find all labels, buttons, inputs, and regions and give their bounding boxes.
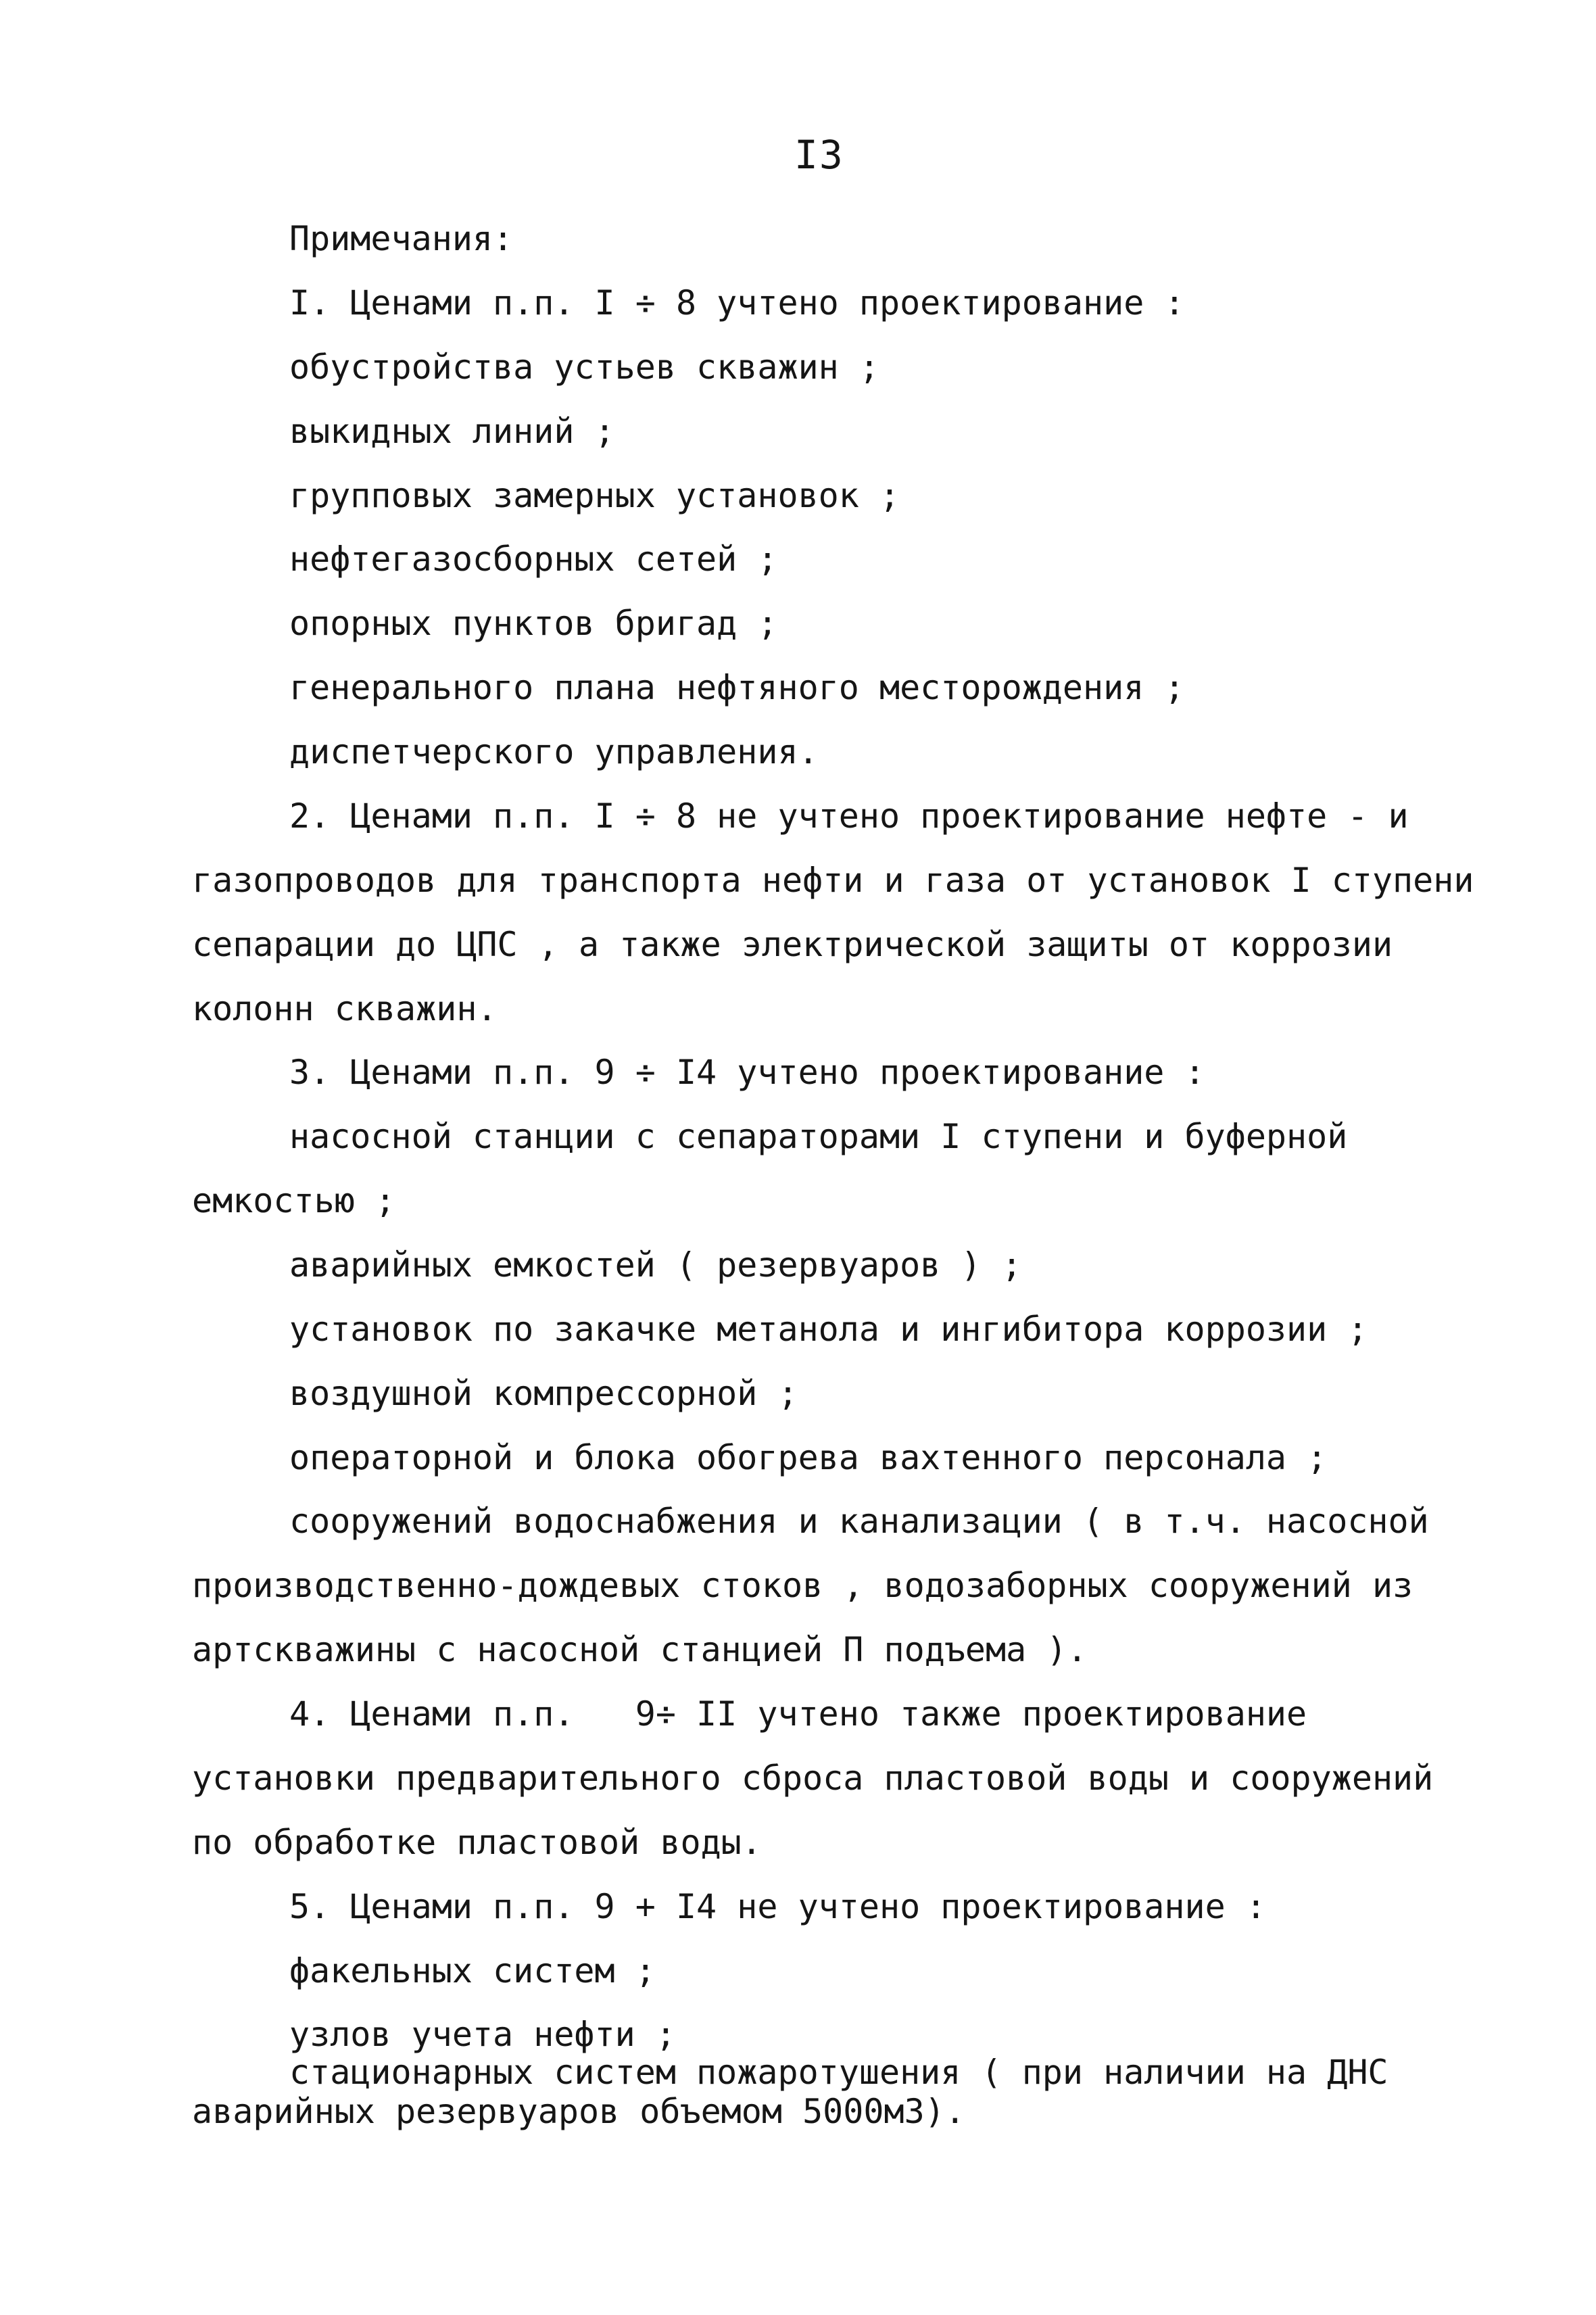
note-1-heading: I. Ценами п.п. I ÷ 8 учтено проектирование : — [289, 283, 1185, 323]
note-3-item-pump-station-cont: емкостью ; — [192, 1181, 396, 1220]
note-3-item-water-supply-cont-1: производственно-дождевых стоков , водозаборных сооружений из — [192, 1566, 1413, 1605]
note-3-item-methanol-injection: установок по закачке метанола и ингибитора коррозии ; — [289, 1310, 1368, 1349]
note-3-item-emergency-tanks: аварийных емкостей ( резервуаров ) ; — [289, 1245, 1022, 1285]
note-5-item-fire-fighting-cont: аварийных резервуаров объемом 5000м3). — [192, 2092, 965, 2131]
note-4-line-3: по обработке пластовой воды. — [192, 1823, 762, 1862]
note-4-line-1: 4. Ценами п.п. 9÷ II учтено также проектирование — [289, 1694, 1307, 1734]
notes-heading: Примечания: — [289, 219, 514, 258]
note-2-line-3: сепарации до ЦПС , а также электрической защиты от коррозии — [192, 925, 1393, 964]
note-1-item-wellheads: обустройства устьев скважин ; — [289, 348, 879, 387]
note-1-item-dispatch: диспетчерского управления. — [289, 732, 819, 771]
note-2-line-2: газопроводов для транспорта нефти и газа от установок I ступени — [192, 861, 1474, 900]
note-1-item-master-plan: генерального плана нефтяного месторождения ; — [289, 668, 1185, 707]
note-1-item-crew-bases: опорных пунктов бригад ; — [289, 604, 778, 643]
note-1-item-flowlines: выкидных линий ; — [289, 412, 615, 451]
note-2-line-4: колонн скважин. — [192, 989, 498, 1028]
note-4-line-2: установки предварительного сброса пластовой воды и сооружений — [192, 1759, 1434, 1798]
note-2-line-1: 2. Ценами п.п. I ÷ 8 не учтено проектирование нефте - и — [289, 796, 1409, 836]
page-number: I3 — [794, 132, 844, 178]
note-1-item-metering-units: групповых замерных установок ; — [289, 476, 900, 515]
note-5-heading: 5. Ценами п.п. 9 + I4 не учтено проектирование : — [289, 1887, 1266, 1926]
note-3-item-air-compressor: воздушной компрессорной ; — [289, 1374, 798, 1413]
note-3-item-pump-station: насосной станции с сепараторами I ступени и буферной — [289, 1117, 1348, 1156]
note-3-item-water-supply: сооружений водоснабжения и канализации ( в т.ч. насосной — [289, 1502, 1429, 1541]
note-1-item-gathering-networks: нефтегазосборных сетей ; — [289, 540, 778, 579]
note-5-item-oil-metering: узлов учета нефти ; — [289, 2015, 676, 2054]
note-5-item-flare-systems: факельных систем ; — [289, 1951, 656, 1990]
note-3-item-operator-room: операторной и блока обогрева вахтенного персонала ; — [289, 1438, 1328, 1477]
note-3-heading: 3. Ценами п.п. 9 ÷ I4 учтено проектирование : — [289, 1053, 1205, 1092]
note-5-item-fire-fighting: стационарных систем пожаротушения ( при наличии на ДНС — [289, 2053, 1388, 2092]
note-3-item-water-supply-cont-2: артскважины с насосной станцией П подъема ). — [192, 1630, 1088, 1669]
